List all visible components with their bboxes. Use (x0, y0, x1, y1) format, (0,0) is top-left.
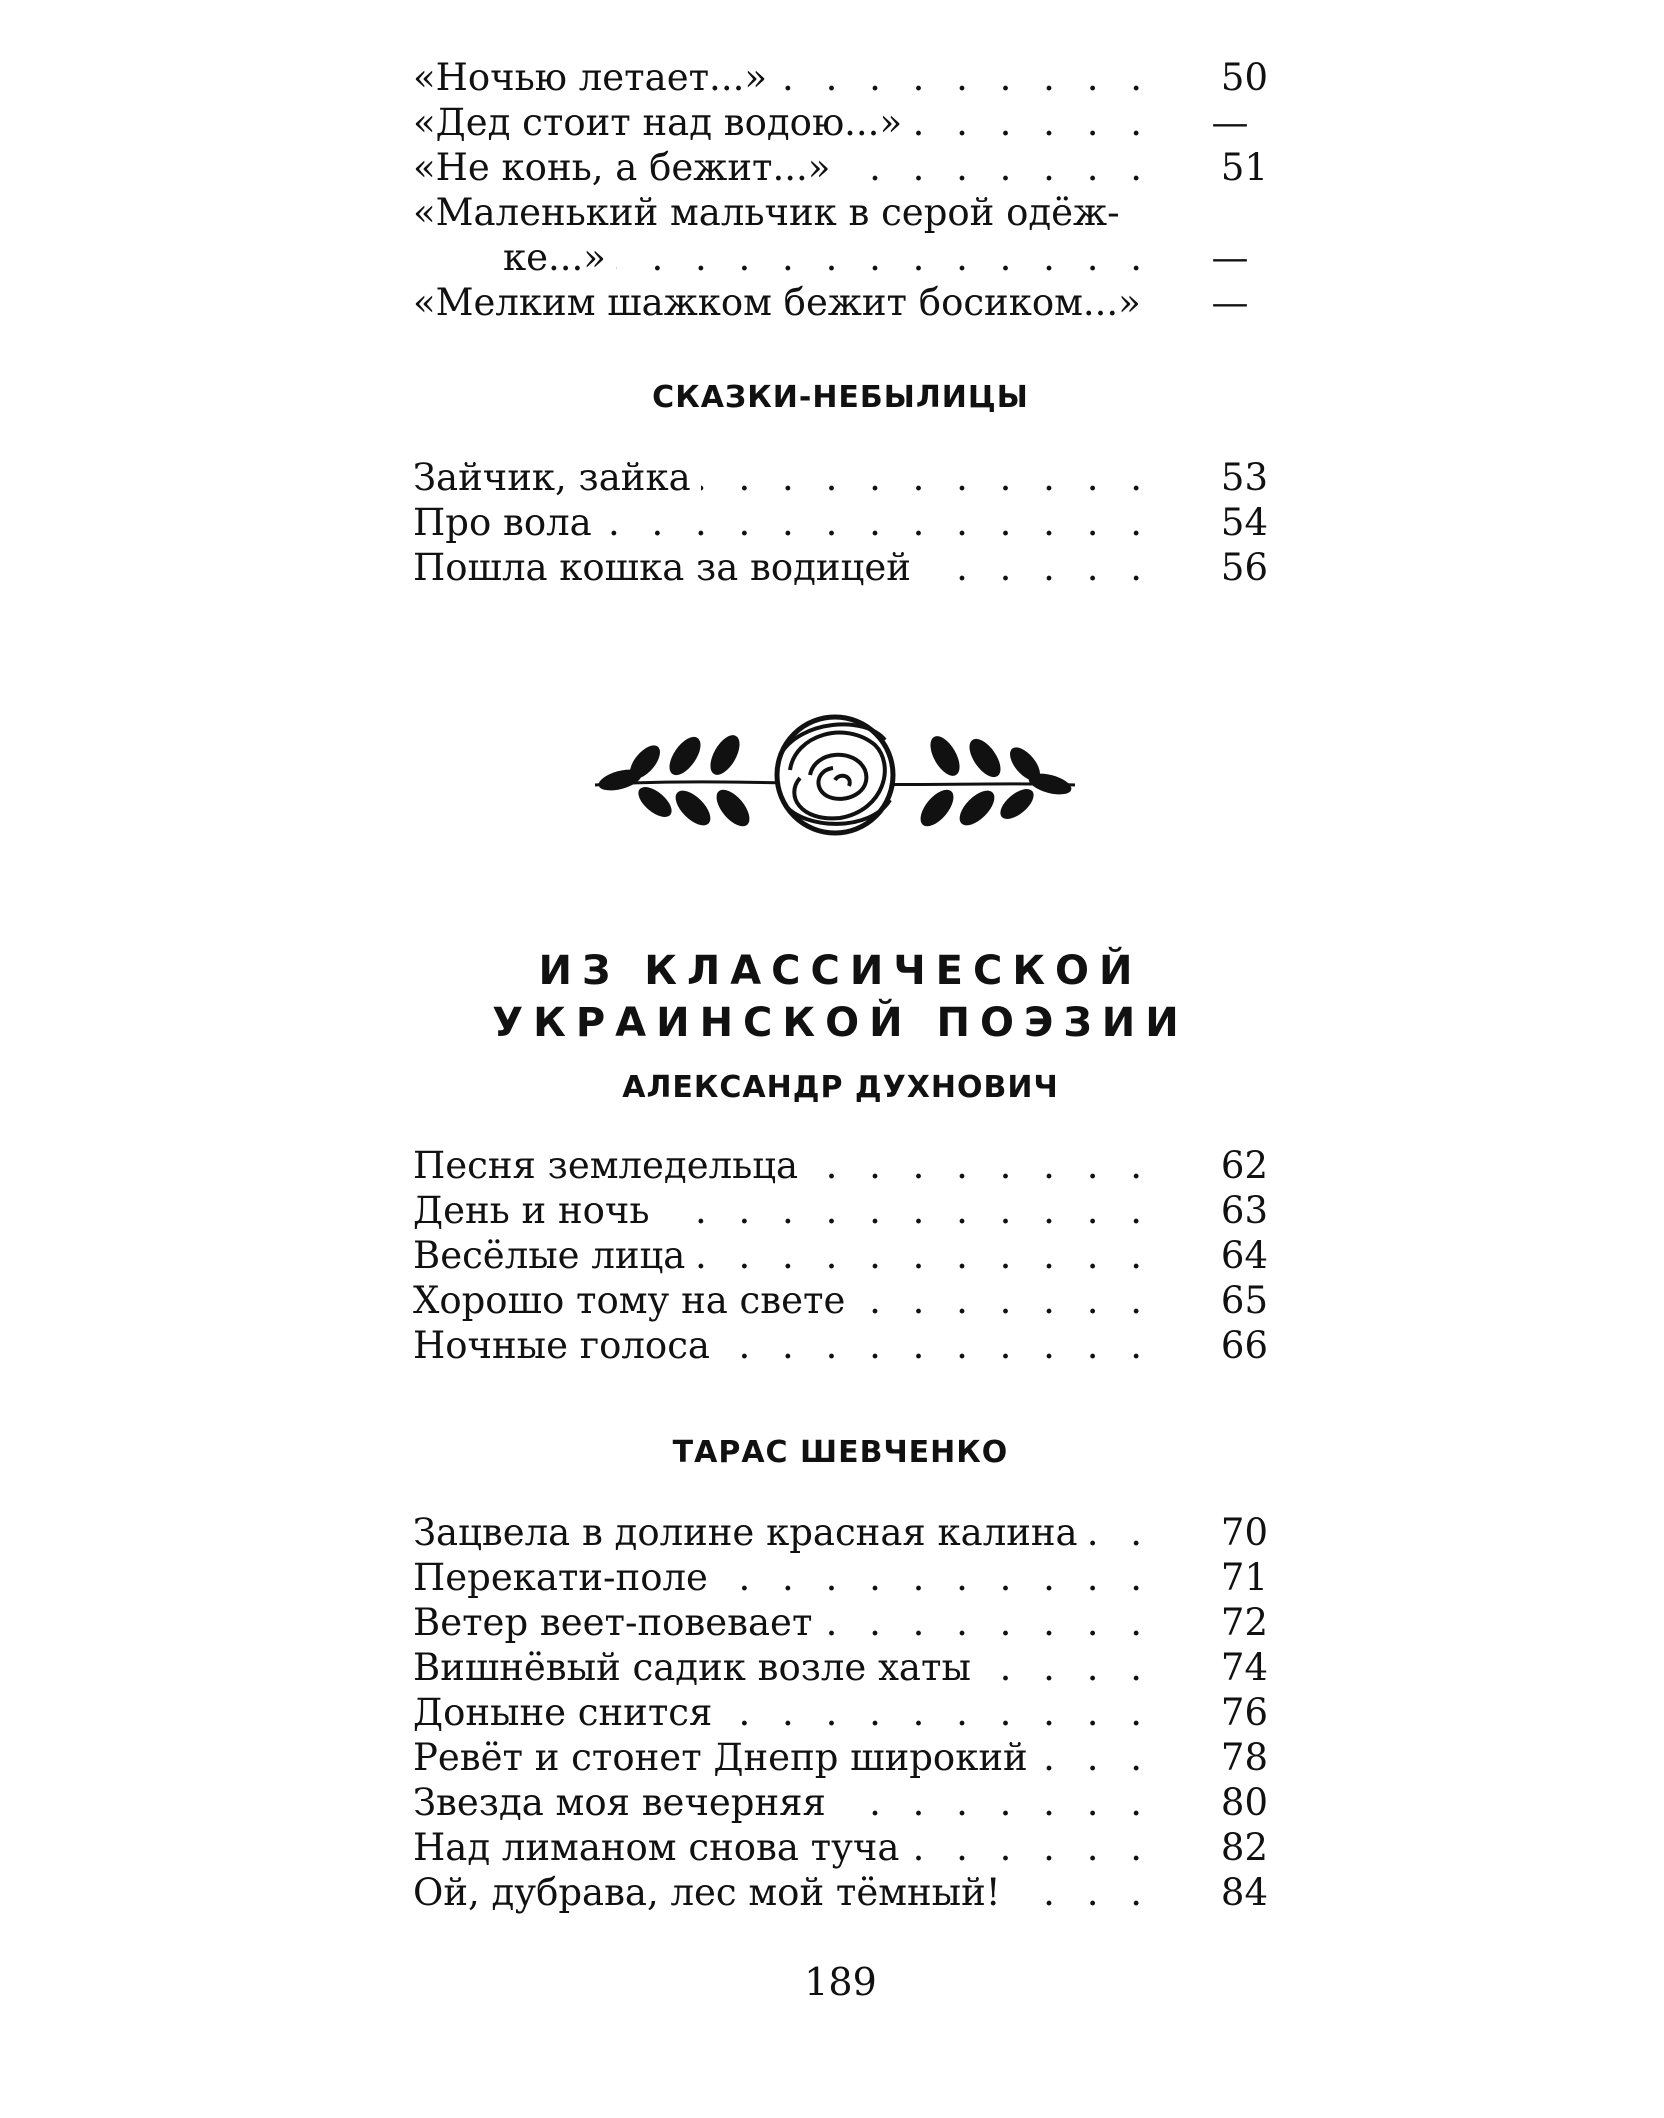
toc-entry (413, 1645, 1268, 1690)
toc-entry-title: «Мелким шажком бежит босиком...» (413, 281, 1151, 324)
toc-entry-page: 82 (1220, 1826, 1268, 1869)
toc-block-skazki (413, 455, 1268, 590)
toc-entry-title: Перекати-поле (413, 1556, 718, 1599)
rose-ornament-icon (585, 700, 1085, 840)
toc-entry-page: 54 (1220, 501, 1268, 544)
toc-entry-title: «Дед стоит над водою...» (413, 101, 912, 144)
toc-entry (413, 545, 1268, 590)
section-heading-skazki: СКАЗКИ-НЕБЫЛИЦЫ (652, 380, 1029, 415)
main-heading-line1: ИЗ КЛАССИЧЕСКОЙ (538, 948, 1143, 994)
toc-entry (413, 1233, 1268, 1278)
toc-entry-page: — (1211, 281, 1249, 324)
toc-entry-title: Над лиманом снова туча (413, 1826, 909, 1869)
toc-entry-title: Звезда моя вечерняя (413, 1781, 836, 1824)
section-heading-shevchenko: ТАРАС ШЕВЧЕНКО (672, 1435, 1009, 1470)
toc-entry (413, 1278, 1268, 1323)
toc-entry-title: Про вола (413, 501, 602, 544)
toc-entry (413, 100, 1268, 145)
toc-entry-title: Песня земледельца (413, 1144, 808, 1187)
toc-entry-title: Ветер веет-повевает (413, 1601, 822, 1644)
toc-entry (413, 280, 1268, 325)
toc-entry-title: «Маленький мальчик в серой одёж- (413, 191, 1130, 234)
toc-entry-title: День и ночь (413, 1189, 660, 1232)
toc-entry-page: 62 (1220, 1144, 1268, 1187)
toc-entry-title: Зацвела в долине красная калина (413, 1511, 1088, 1554)
toc-entry (413, 1188, 1268, 1233)
toc-entry-title: Ночные голоса (413, 1324, 720, 1367)
toc-entry (413, 1825, 1268, 1870)
toc-entry-page: 56 (1220, 546, 1268, 589)
toc-entry-page: 50 (1220, 56, 1268, 99)
toc-entry-title: Ревёт и стонет Днепр широкий (413, 1736, 1038, 1779)
toc-entry-page: 80 (1220, 1781, 1268, 1824)
toc-entry-page: 71 (1220, 1556, 1268, 1599)
toc-entry (413, 55, 1268, 100)
toc-entry-page: 65 (1220, 1279, 1268, 1322)
toc-entry (413, 190, 1268, 235)
toc-entry-page: 63 (1220, 1189, 1268, 1232)
toc-entry-page: 66 (1220, 1324, 1268, 1367)
toc-entry-page: — (1211, 101, 1249, 144)
toc-entry-title: Хорошо тому на свете (413, 1279, 855, 1322)
toc-entry-page: 72 (1220, 1601, 1268, 1644)
toc-entry-title: Вишнёвый садик возле хаты (413, 1646, 981, 1689)
toc-entry-title: ке...» (503, 236, 616, 279)
toc-entry-title: Весёлые лица (413, 1234, 695, 1277)
toc-entry-title: Пошла кошка за водицей (413, 546, 921, 589)
toc-entry (413, 1780, 1268, 1825)
main-heading-line2: УКРАИНСКОЙ ПОЭЗИИ (492, 1000, 1189, 1046)
toc-block-riddles (413, 55, 1268, 325)
toc-entry (413, 1870, 1268, 1915)
toc-entry (413, 1600, 1268, 1645)
toc-block-shevchenko (413, 1510, 1268, 1915)
toc-entry-page: 76 (1220, 1691, 1268, 1734)
toc-entry-page: 53 (1220, 456, 1268, 499)
toc-entry (413, 1323, 1268, 1368)
toc-block-dukhnovich (413, 1143, 1268, 1368)
toc-entry-page: 78 (1220, 1736, 1268, 1779)
toc-entry-title: Зайчик, зайка (413, 456, 701, 499)
toc-entry (413, 1510, 1268, 1555)
toc-entry-title: Доныне снится (413, 1691, 722, 1734)
toc-entry (413, 1555, 1268, 1600)
toc-entry-page: 51 (1220, 146, 1268, 189)
toc-entry-title: «Не конь, а бежит...» (413, 146, 840, 189)
toc-entry (413, 1735, 1268, 1780)
toc-entry (413, 455, 1268, 500)
toc-entry-title: Ой, дубрава, лес мой тёмный! (413, 1871, 1011, 1914)
main-heading (413, 945, 1268, 1049)
page-number: 189 (804, 1960, 877, 2004)
section-heading-dukhnovich: АЛЕКСАНДР ДУХНОВИЧ (622, 1070, 1059, 1105)
toc-entry-page: 84 (1220, 1871, 1268, 1914)
toc-entry-page: — (1211, 236, 1249, 279)
toc-entry-page: 64 (1220, 1234, 1268, 1277)
toc-entry (413, 500, 1268, 545)
toc-entry (413, 145, 1268, 190)
toc-entry-page: 74 (1220, 1646, 1268, 1689)
toc-entry (413, 1143, 1268, 1188)
toc-entry-page: 70 (1220, 1511, 1268, 1554)
toc-entry-continuation (413, 235, 1268, 280)
toc-entry-title: «Ночью летает...» (413, 56, 777, 99)
toc-entry (413, 1690, 1268, 1735)
